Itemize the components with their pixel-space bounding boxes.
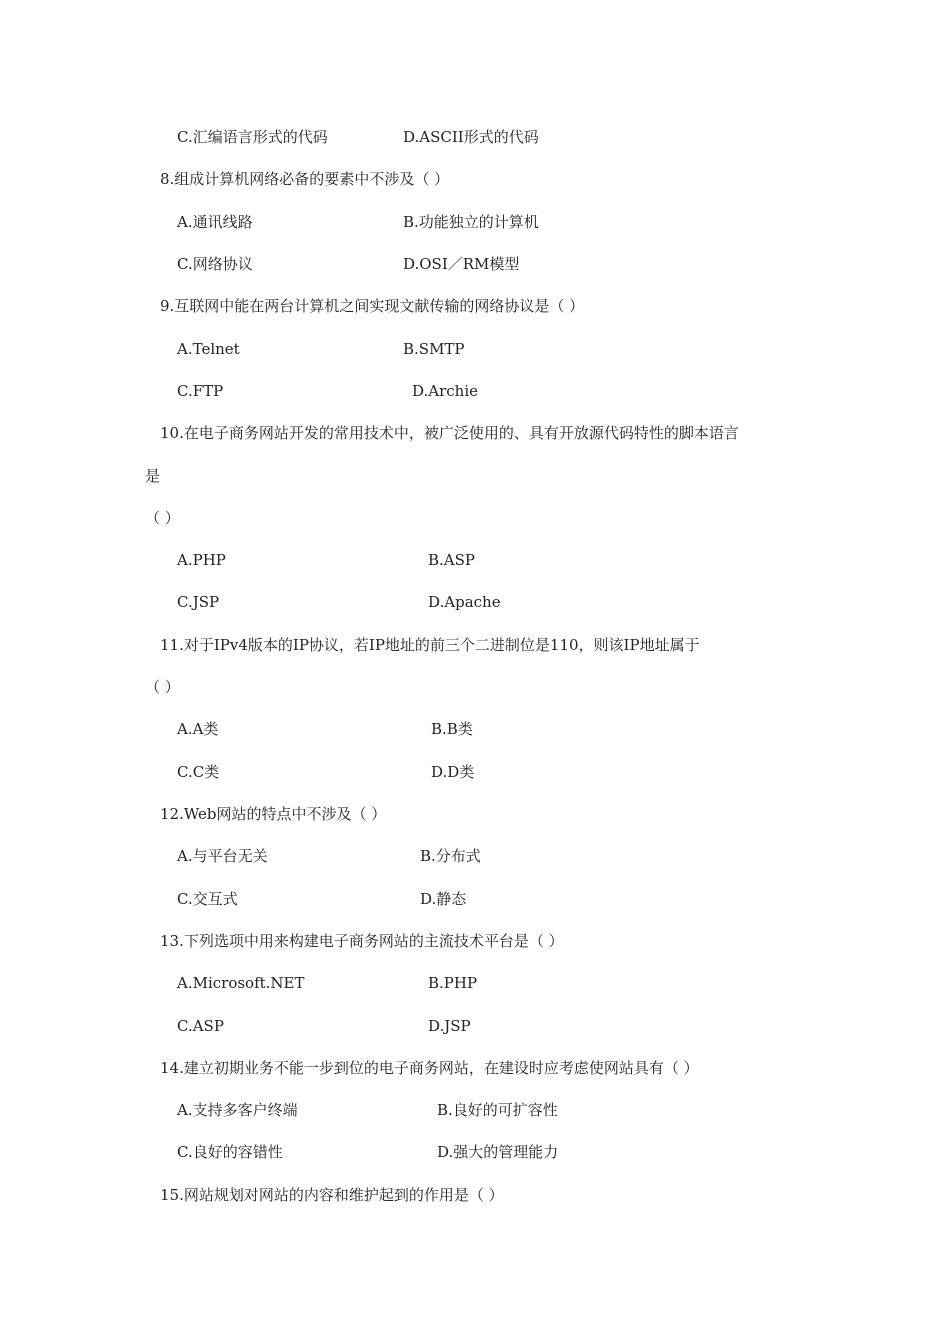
option-c: C.JSP (177, 593, 220, 611)
option-b: B.功能独立的计算机 (403, 213, 539, 231)
option-a: A.A类 (177, 720, 219, 738)
option-c: C.C类 (177, 763, 220, 781)
question-14: 14.建立初期业务不能一步到位的电子商务网站，在建设时应考虑使网站具有（ ） (160, 1059, 699, 1077)
option-d: D.ASCII形式的代码 (403, 128, 539, 146)
option-a: A.通讯线路 (177, 213, 253, 231)
option-a: A.Microsoft.NET (177, 974, 305, 992)
question-15: 15.网站规划对网站的内容和维护起到的作用是（ ） (160, 1186, 504, 1204)
question-12: 12.Web网站的特点中不涉及（ ） (160, 805, 387, 823)
question-8: 8.组成计算机网络必备的要素中不涉及（ ） (160, 170, 450, 188)
option-a: A.支持多客户终端 (177, 1101, 298, 1119)
option-a: A.Telnet (177, 340, 240, 358)
question-11: 11.对于IPv4版本的IP协议，若IP地址的前三个二进制位是110，则该IP地址属于 (160, 636, 700, 654)
option-b: B.良好的可扩容性 (437, 1101, 558, 1119)
option-c: C.网络协议 (177, 255, 253, 273)
option-b: B.分布式 (420, 847, 481, 865)
option-d: D.D类 (431, 763, 475, 781)
question-10: 10.在电子商务网站开发的常用技术中，被广泛使用的、具有开放源代码特性的脚本语言 (160, 424, 739, 442)
question-10-continuation: 是 (145, 467, 161, 485)
option-c: C.良好的容错性 (177, 1143, 283, 1161)
option-c: C.汇编语言形式的代码 (177, 128, 328, 146)
option-c: C.ASP (177, 1017, 224, 1035)
option-b: B.SMTP (403, 340, 465, 358)
question-9: 9.互联网中能在两台计算机之间实现文献传输的网络协议是（ ） (160, 297, 585, 315)
option-d: D.Apache (428, 593, 501, 611)
option-d: D.OSI／RM模型 (403, 255, 520, 273)
option-b: B.PHP (428, 974, 478, 992)
option-a: A.PHP (177, 551, 226, 569)
option-d: D.Archie (412, 382, 478, 400)
option-d: D.静态 (420, 890, 467, 908)
option-d: D.强大的管理能力 (437, 1143, 559, 1161)
option-c: C.FTP (177, 382, 224, 400)
option-a: A.与平台无关 (177, 847, 268, 865)
option-b: B.B类 (431, 720, 473, 738)
question-13: 13.下列选项中用来构建电子商务网站的主流技术平台是（ ） (160, 932, 564, 950)
option-b: B.ASP (428, 551, 475, 569)
answer-parentheses: （ ） (145, 509, 180, 527)
option-d: D.JSP (428, 1017, 471, 1035)
answer-parentheses: （ ） (145, 678, 180, 696)
option-c: C.交互式 (177, 890, 238, 908)
